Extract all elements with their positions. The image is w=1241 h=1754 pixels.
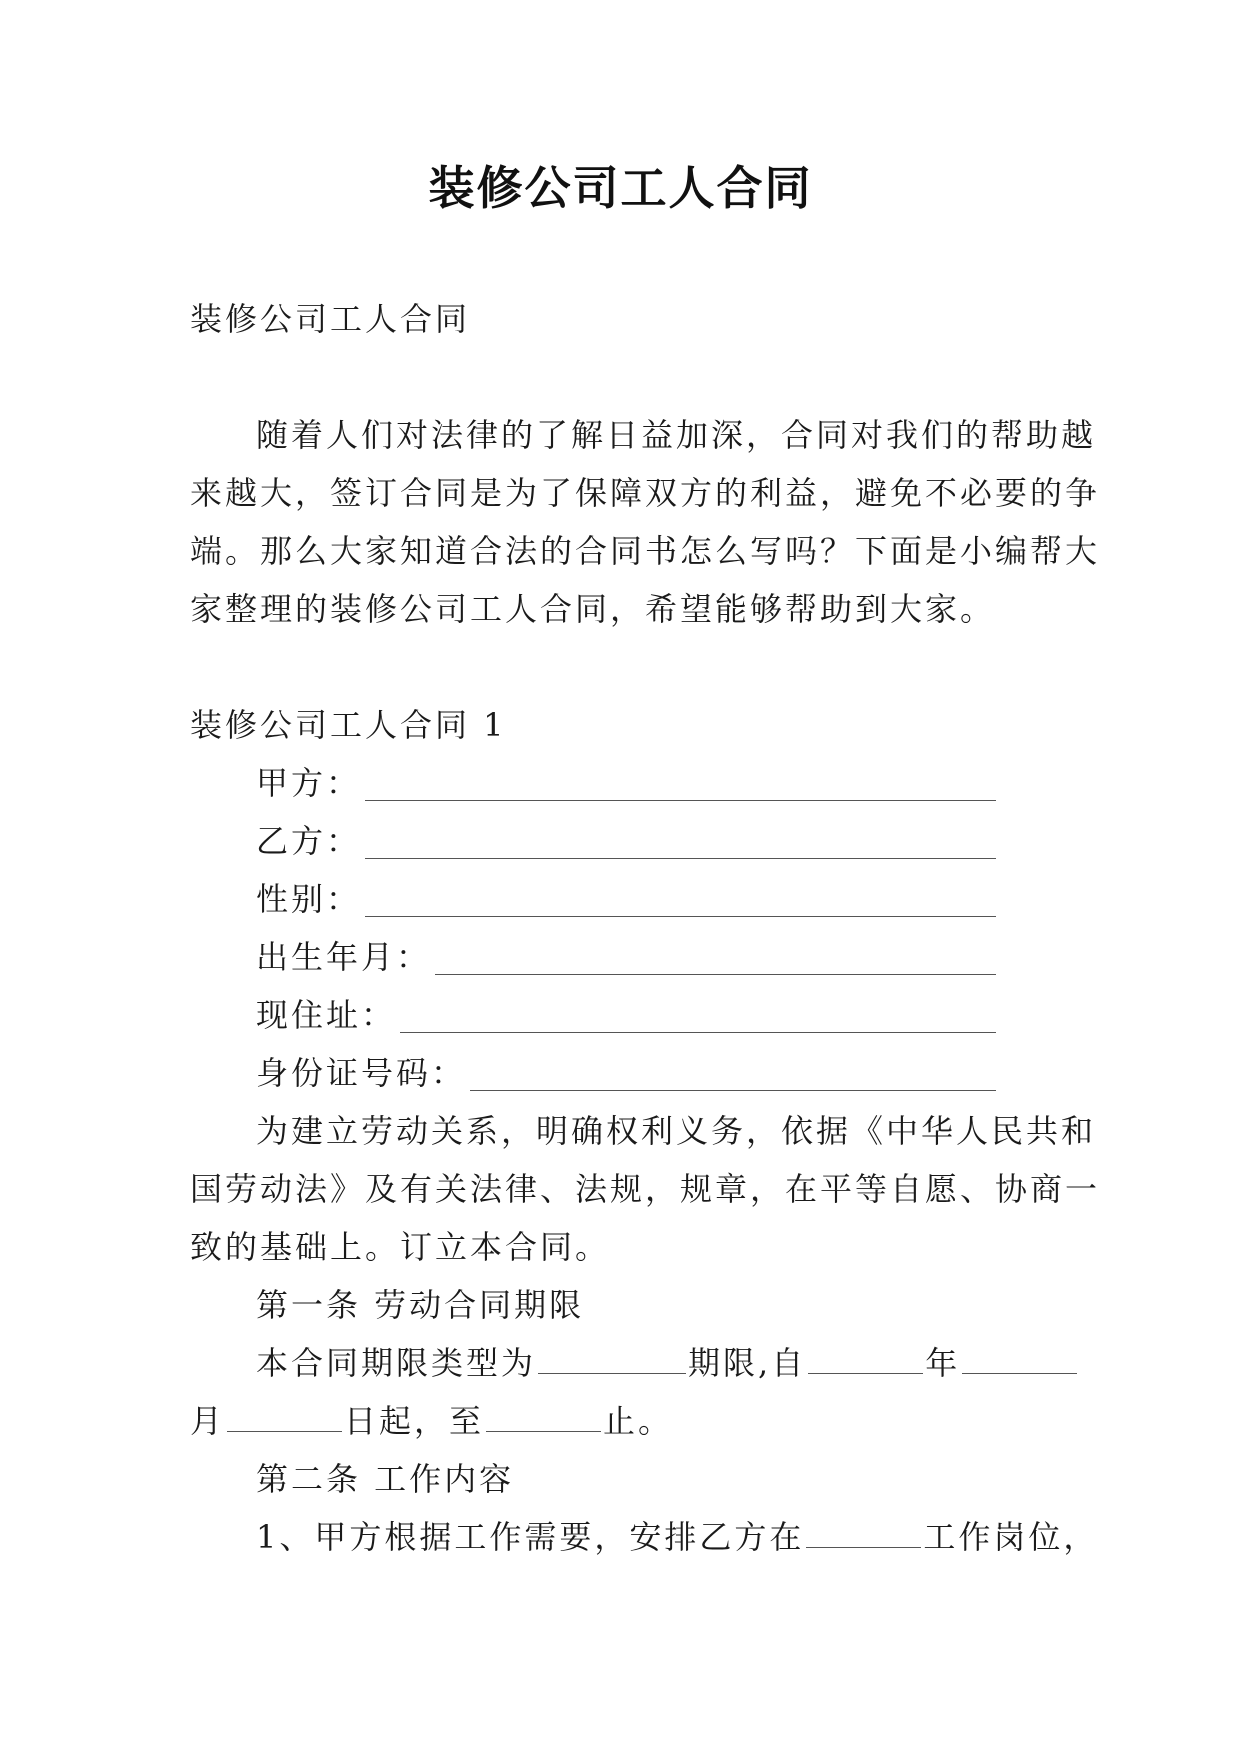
start-day-blank [227,1401,342,1432]
address-blank [400,998,996,1033]
position-blank [806,1517,921,1548]
party-b-blank [365,824,996,859]
document-body [190,290,1101,1566]
gender-field [190,870,996,928]
party-b-label: 乙方： [256,822,362,860]
intro-line-2: 来越大，签订合同是为了保障双方的利益，避免不必要的争 [190,474,1101,512]
article-1-heading: 第一条 劳动合同期限 [256,1286,585,1324]
birth-field [190,928,996,986]
id-number-blank [470,1056,996,1091]
article-2-heading: 第二条 工作内容 [256,1460,515,1498]
end-date-blank [486,1401,601,1432]
subtitle: 装修公司工人合同 [190,300,471,338]
party-a-field [190,754,996,812]
basis-line-2: 国劳动法》及有关法律、法规，规章，在平等自愿、协商一 [190,1170,1101,1208]
id-number-field [190,1044,996,1102]
party-a-label: 甲方： [256,764,362,802]
start-month-blank [962,1343,1077,1374]
intro-line-1: 随着人们对法律的了解日益加深，合同对我们的帮助越 [256,416,1097,454]
party-b-field [190,812,996,870]
birth-blank [435,940,996,975]
start-year-blank [808,1343,923,1374]
article-1-line-1: 本合同期限类型为 期限,自 年 [190,1334,1060,1392]
id-number-label: 身份证号码： [256,1054,467,1092]
contract-heading: 装修公司工人合同 1 [190,706,507,744]
gender-blank [365,882,996,917]
gender-label: 性别： [256,880,362,918]
intro-line-3: 端。那么大家知道合法的合同书怎么写吗？下面是小编帮大 [190,532,1101,570]
basis-line-1: 为建立劳动关系，明确权利义务，依据《中华人民共和 [256,1112,1097,1150]
term-type-blank [538,1343,686,1374]
address-field [190,986,996,1044]
party-a-blank [365,766,996,801]
birth-label: 出生年月： [256,938,432,976]
document-title: 装修公司工人合同 [428,161,813,215]
intro-line-4: 家整理的装修公司工人合同，希望能够帮助到大家。 [190,590,996,628]
basis-line-3: 致的基础上。订立本合同。 [190,1228,611,1266]
address-label: 现住址： [256,996,397,1034]
article-2-line-1: 1、甲方根据工作需要，安排乙方在 工作岗位， [256,1518,1099,1556]
article-1-line-2: 月 日起，至 止。 [190,1402,674,1440]
